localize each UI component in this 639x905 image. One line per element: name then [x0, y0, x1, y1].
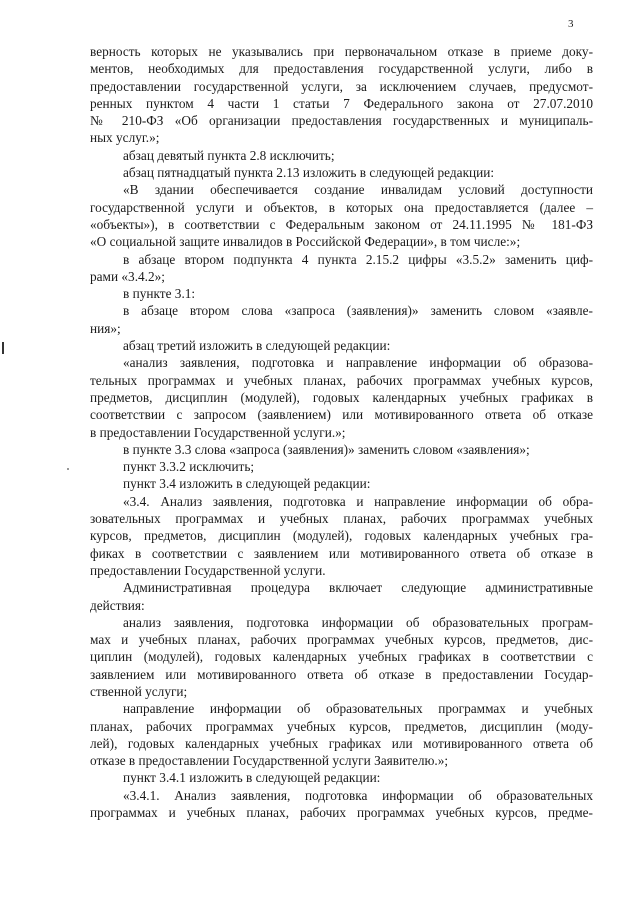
text-line: мах и учебных планах, рабочих программах учебных курсов, предметов, дис-: [90, 632, 593, 648]
page-number: 3: [568, 18, 574, 30]
text-line: абзац третий изложить в следующей редакции:: [123, 338, 391, 354]
text-line: в пункте 3.3 слова «запроса (заявления)» заменить словом «заявления»;: [123, 441, 530, 457]
text-line: пункт 3.3.2 исключить;: [123, 459, 255, 475]
text-line: фиках в соответствии с заявлением или мотивированного ответа об отказе в: [90, 545, 593, 561]
text-line: курсов, предметов, дисциплин (модулей), годовых календарных учебных гра-: [90, 528, 593, 544]
text-line: рами «3.4.2»;: [90, 268, 165, 284]
text-line: действия:: [90, 597, 145, 613]
text-line: циплин (модулей), годовых календарных учебных графиках в соответствии с: [90, 649, 593, 665]
text-line: ренных пунктом 4 части 1 статьи 7 Федерального закона от 27.07.2010: [90, 95, 593, 111]
text-line: тельных программах и учебных планах, рабочих программах учебных курсов,: [90, 372, 593, 388]
text-line: в абзаце втором слова «запроса (заявления)» заменить словом «заявле-: [123, 303, 593, 319]
text-line: «В здании обеспечивается создание инвалидам условий доступности: [123, 182, 593, 198]
text-line: в абзаце втором подпункта 4 пункта 2.15.2 цифры «3.5.2» заменить циф-: [123, 251, 593, 267]
text-line: предоставлении Государственной услуги.: [90, 562, 326, 578]
text-line: ния»;: [90, 320, 121, 336]
document-body: [90, 43, 593, 821]
text-line: государственной услуги и объектов, в которых она предоставляется (далее –: [90, 199, 593, 215]
text-line: в предоставлении Государственной услуги.»;: [90, 424, 346, 440]
text-line: направление информации об образовательных программах и учебных: [123, 701, 593, 717]
scan-dust-dot: [67, 468, 69, 470]
text-line: в пункте 3.1:: [123, 286, 196, 302]
text-line: ментов, необходимых для предоставления государственной услуги, либо в: [90, 61, 593, 77]
text-line: зовательных программах и учебных планах, рабочих программах учебных: [90, 511, 593, 527]
text-line: соответствии с запросом (заявлением) или мотивированного ответа об отказе: [90, 407, 593, 423]
text-line: программах и учебных планах, рабочих программах учебных курсов, предме-: [90, 805, 593, 821]
text-line: «О социальной защите инвалидов в Российской Федерации», в том числе:»;: [90, 234, 521, 250]
text-line: пункт 3.4.1 изложить в следующей редакции:: [123, 770, 381, 786]
scan-margin-mark: [2, 342, 4, 354]
text-line: «3.4. Анализ заявления, подготовка и направление информации об обра-: [123, 493, 593, 509]
text-line: заявлением или мотивированного ответа об отказе в предоставлении Государ-: [90, 666, 593, 682]
text-line: анализ заявления, подготовка информации об образовательных програм-: [123, 614, 593, 630]
text-line: верность которых не указывались при первоначальном отказе в приеме доку-: [90, 44, 593, 59]
text-line: «анализ заявления, подготовка и направление информации об образова-: [123, 355, 593, 371]
text-line: абзац пятнадцатый пункта 2.13 изложить в следующей редакции:: [123, 165, 495, 181]
text-line: «3.4.1. Анализ заявления, подготовка информации об образовательных: [123, 787, 593, 803]
text-line: предметов, дисциплин (модулей), годовых календарных учебных графиках в: [90, 389, 593, 405]
text-line: «объекты»), в соответствии с Федеральным законом от 24.11.1995 № 181-ФЗ: [90, 216, 593, 232]
text-line: абзац девятый пункта 2.8 исключить;: [123, 147, 335, 163]
text-line: лей), годовых календарных учебных графиках или мотивированного ответа об: [90, 735, 593, 751]
text-line: Административная процедура включает следующие административные: [123, 580, 593, 596]
text-line: ных услуг.»;: [90, 130, 160, 146]
text-line: отказе в предоставлении Государственной услуги Заявителю.»;: [90, 753, 449, 769]
text-line: пункт 3.4 изложить в следующей редакции:: [123, 476, 371, 492]
text-line: планах, рабочих программах учебных курсов, предметов, дисциплин (моду-: [90, 718, 593, 734]
text-line: ственной услуги;: [90, 683, 188, 699]
text-line: № 210-ФЗ «Об организации предоставления государственных и муниципаль-: [90, 113, 593, 129]
text-line: предоставлении государственной услуги, за исключением случаев, предусмот-: [90, 78, 593, 94]
